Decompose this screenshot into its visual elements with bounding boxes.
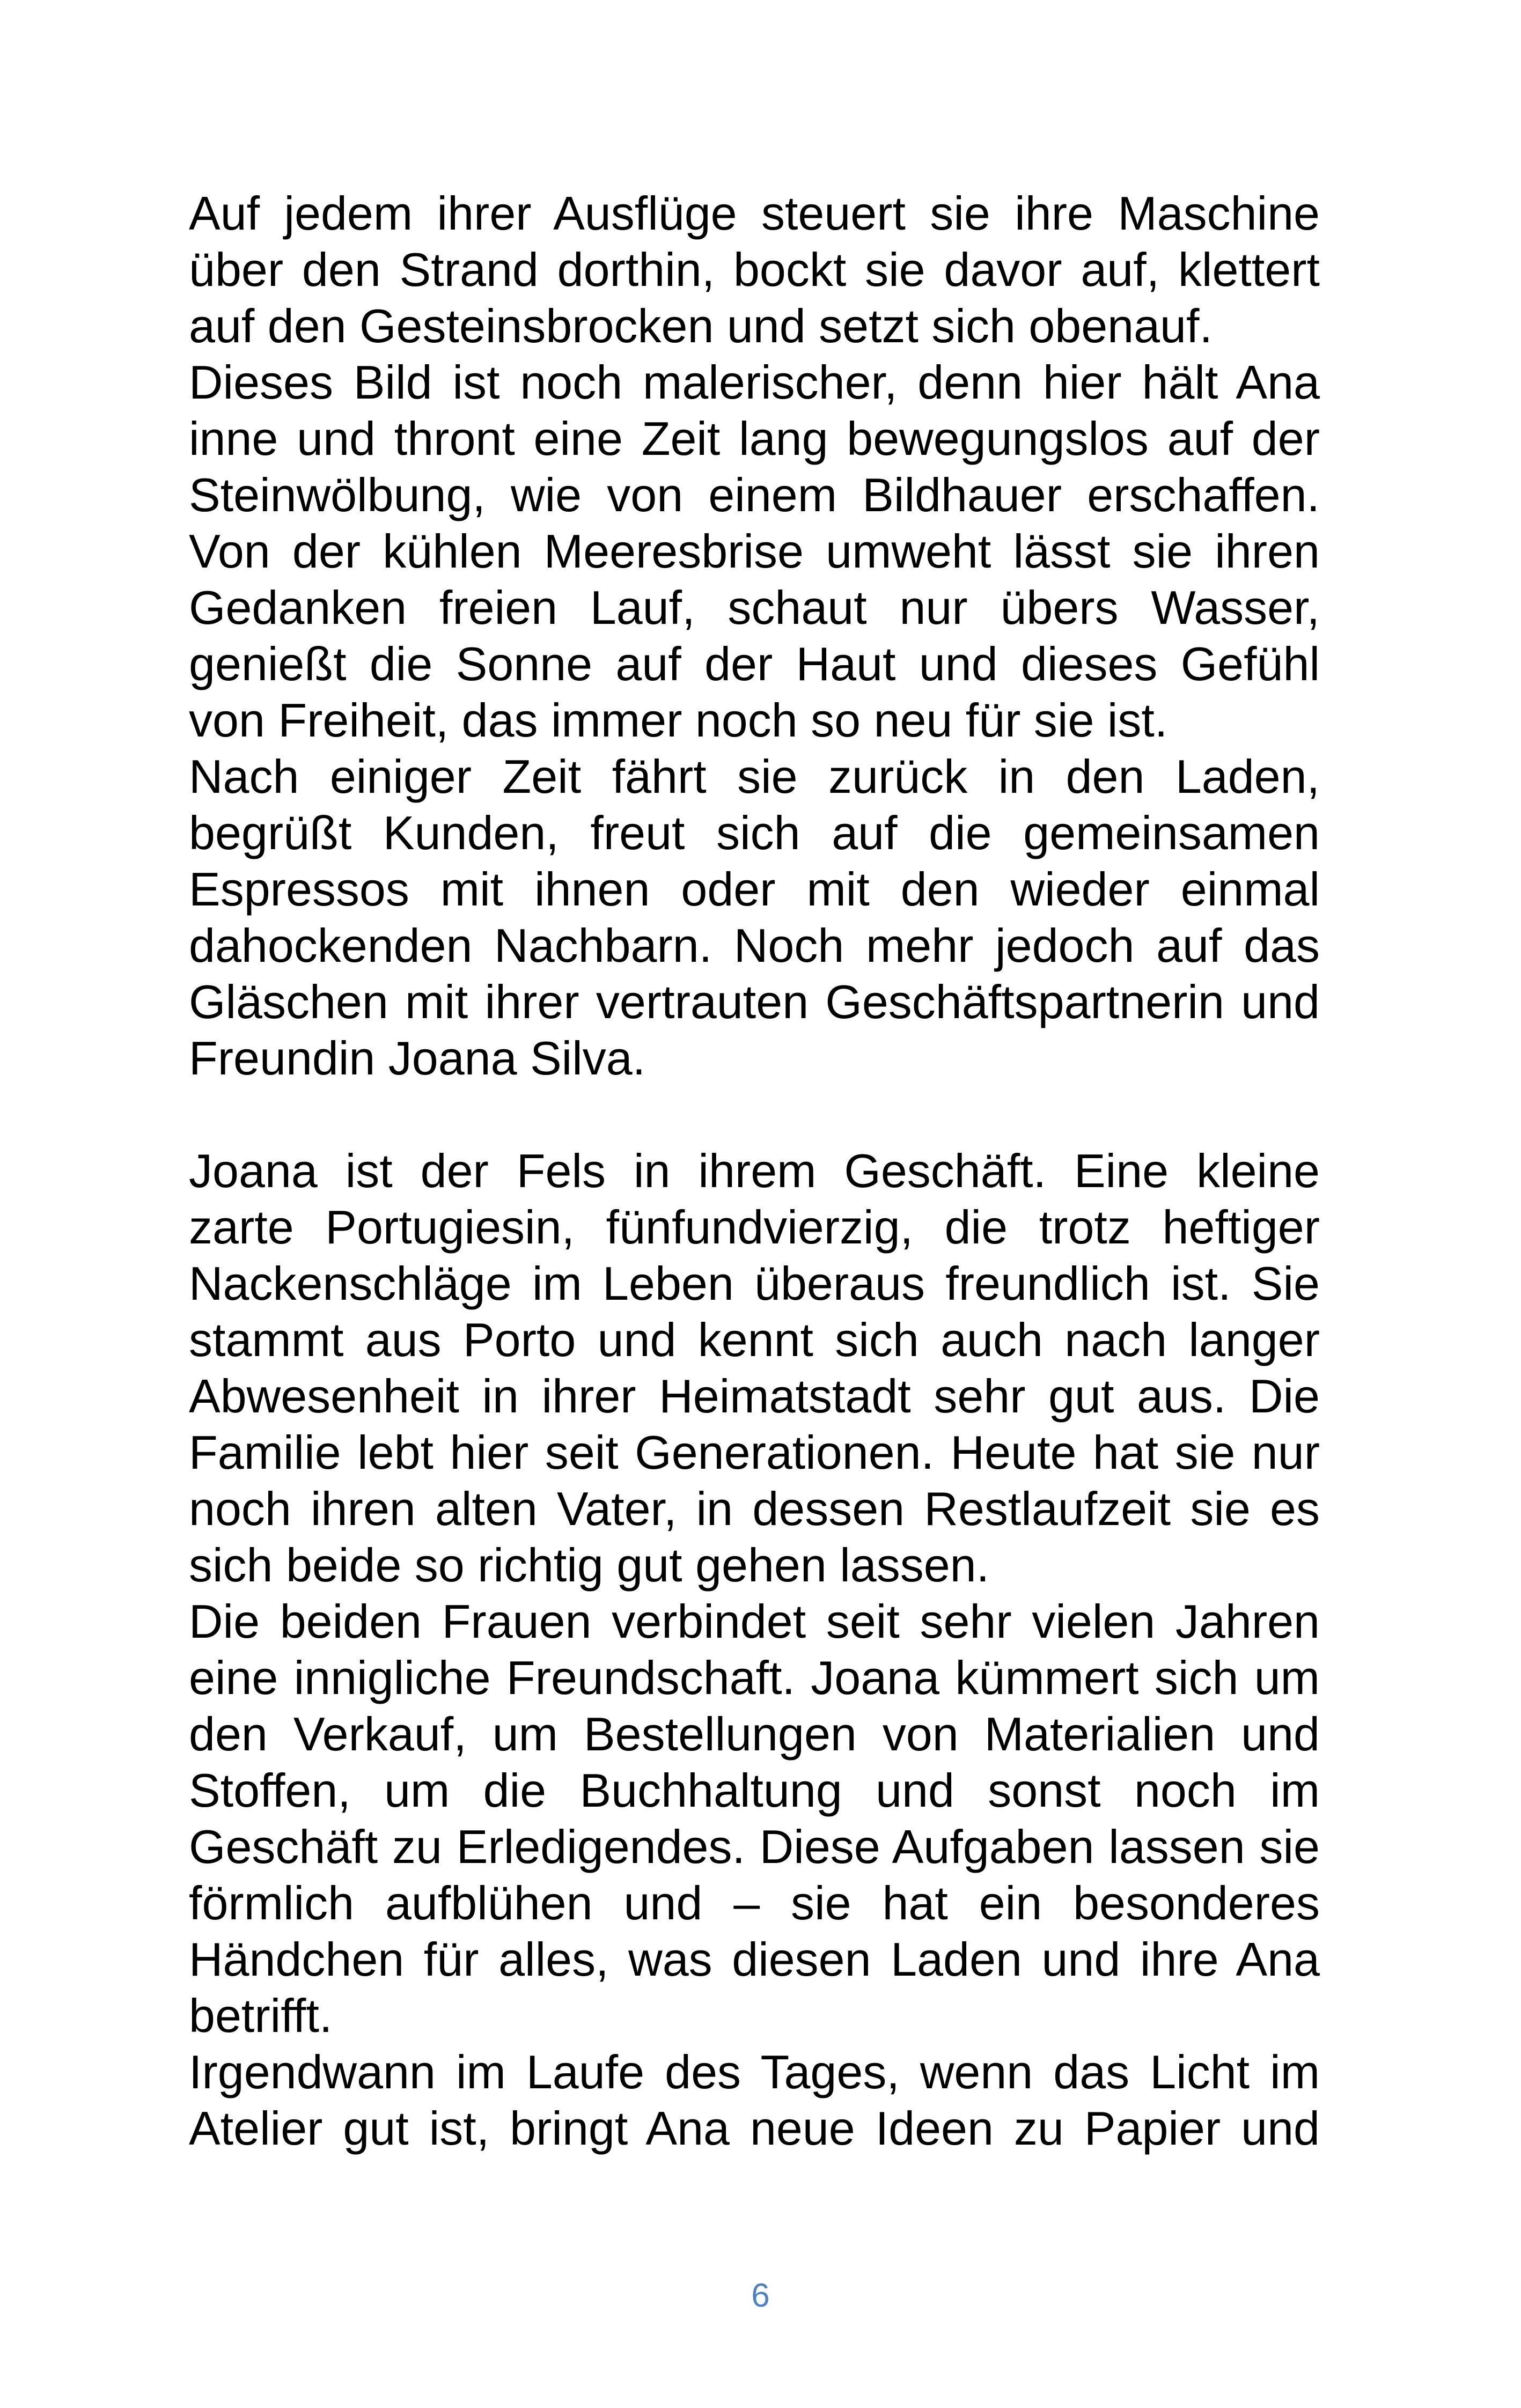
- paragraph-laden: Nach einiger Zeit fährt sie zurück in den Laden, begrüßt Kunden, freut sich auf die gemeinsamen Espressos mit ihnen oder mit den wieder einmal dahockenden Nachbarn. Noch mehr jedoch auf das Gläschen mit ihrer vertrauten Geschäftspartnerin und Freundin Joana Silva.: [189, 750, 1320, 1085]
- body-text: [189, 185, 1320, 2156]
- paragraph-joana: Joana ist der Fels in ihrem Geschäft. Eine kleine zarte Portugiesin, fünfundvierzig, die trotz heftiger Nackenschläge im Leben überaus freundlich ist. Sie stammt aus Porto und kennt sich auch nach langer Abwesenheit in ihrer Heimatstadt sehr gut aus. Die Familie lebt hier seit Generationen. Heute hat sie nur noch ihren alten Vater, in dessen Restlaufzeit sie es sich beide so richtig gut gehen lassen.: [189, 1144, 1320, 1592]
- paragraph-steinwoelbung: Dieses Bild ist noch malerischer, denn hier hält Ana inne und thront eine Zeit lang bewegungslos auf der Steinwölbung, wie von einem Bildhauer erschaffen. Von der kühlen Meeresbrise umweht lässt sie ihren Gedanken freien Lauf, schaut nur übers Wasser, genießt die Sonne auf der Haut und dieses Gefühl von Freiheit, das immer noch so neu für sie ist.: [189, 356, 1320, 747]
- paragraph-spacer: [189, 1086, 1320, 1143]
- paragraph-ausfluege: Auf jedem ihrer Ausflüge steuert sie ihre Maschine über den Strand dorthin, bockt sie davor auf, klettert auf den Gesteinsbrocken und setzt sich obenauf.: [189, 187, 1320, 352]
- paragraph-freundschaft: Die beiden Frauen verbindet seit sehr vielen Jahren eine innigliche Freundschaft. Joana kümmert sich um den Verkauf, um Bestellungen von Materialien und Stoffen, um die Buchhaltung und sonst noch im Geschäft zu Erledigendes. Diese Aufgaben lassen sie förmlich aufblühen und – sie hat ein besonderes Händchen für alles, was diesen Laden und ihre Ana betrifft.: [189, 1595, 1320, 2042]
- page-number: 6: [751, 2277, 770, 2314]
- paragraph-atelier: Irgendwann im Laufe des Tages, wenn das Licht im Atelier gut ist, bringt Ana neue Ideen zu Papier und: [189, 2045, 1320, 2155]
